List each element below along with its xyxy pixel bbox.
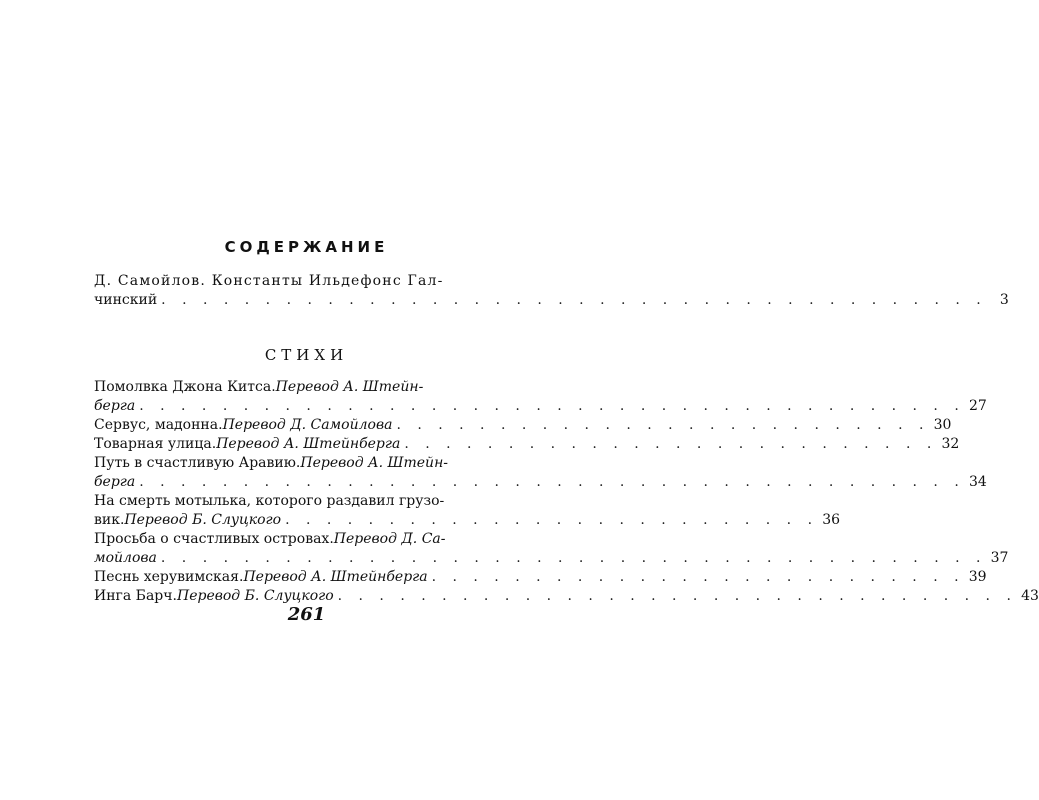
leader-dots: . . . . . . . . . . . . . . . . . . . . . . . . . . . . . . . . . <box>337 588 1017 604</box>
page-number: 37 <box>990 550 1009 566</box>
intro-entry <box>94 272 1009 310</box>
entry-translator: Перевод А. Штейнберга <box>216 436 401 452</box>
entry-title: Сервус, мадонна. <box>94 417 223 433</box>
entry-title: Товарная улица. <box>94 436 217 452</box>
list-item <box>94 530 1009 568</box>
intro-text-cont: чинский <box>94 292 158 308</box>
leader-dots: . . . . . . . . . . . . . . . . . . . . . . . . . . <box>285 512 819 528</box>
entry-translator: Перевод Б. Слуцкого <box>176 588 334 604</box>
entry-translator: Перевод А. Штейнберга <box>243 569 428 585</box>
page-number: 39 <box>968 569 987 585</box>
intro-line-2 <box>94 291 1009 310</box>
leader-dots: . . . . . . . . . . . . . . . . . . . . . . . . . . . . . . . . . . . . . . . . <box>139 398 965 414</box>
entry-title-cont: вик. <box>94 512 125 528</box>
page-number: 3 <box>999 292 1009 308</box>
list-item <box>94 416 952 435</box>
entry-translator-cont: мойлова <box>94 550 157 566</box>
leader-dots: . . . . . . . . . . . . . . . . . . . . . . . . . . . . . . . . . . . . . . . . <box>139 474 965 490</box>
leader-dots: . . . . . . . . . . . . . . . . . . . . . . . . . . <box>396 417 930 433</box>
leader-dots: . . . . . . . . . . . . . . . . . . . . . . . . . . <box>404 436 938 452</box>
list-item <box>94 492 841 530</box>
entry-translator-cont: берга <box>94 398 136 414</box>
list-item <box>94 454 987 492</box>
entry-translator: Перевод А. Штейн- <box>275 379 424 395</box>
entry-title: Путь в счастливую Аравию. <box>94 455 301 471</box>
entry-translator: Перевод Д. Самойлова <box>222 417 393 433</box>
page-folio: 261 <box>287 604 326 625</box>
entry-title: На смерть мотылька, которого раздавил грузо- <box>94 493 445 509</box>
intro-text: Д. Самойлов. Константы Ильдефонс Гал- <box>94 273 444 289</box>
page-number: 34 <box>968 474 987 490</box>
entry-translator: Перевод А. Штейн- <box>300 455 449 471</box>
leader-dots: . . . . . . . . . . . . . . . . . . . . . . . . . . . . . . . . . . . . . . . . <box>160 550 987 566</box>
leader-dots: . . . . . . . . . . . . . . . . . . . . . . . . . . <box>431 569 965 585</box>
entry-title: Помолвка Джона Китса. <box>94 379 276 395</box>
entry-title: Просьба о счастливых островах. <box>94 531 334 547</box>
page-number: 30 <box>933 417 952 433</box>
list-item <box>94 435 960 454</box>
page-number: 32 <box>941 436 960 452</box>
page-number: 27 <box>968 398 987 414</box>
entry-translator: Перевод Б. Слуцкого <box>124 512 282 528</box>
leader-dots: . . . . . . . . . . . . . . . . . . . . . . . . . . . . . . . . . . . . . . . . <box>161 292 987 308</box>
list-item <box>94 568 987 587</box>
page-number: 43 <box>1021 588 1039 604</box>
entry-translator: Перевод Д. Са- <box>333 531 446 547</box>
entry-title: Песнь херувимская. <box>94 569 244 585</box>
intro-line-1 <box>94 272 518 291</box>
entry-translator-cont: берга <box>94 474 136 490</box>
entry-title: Инга Барч. <box>94 588 177 604</box>
page-number: 36 <box>822 512 841 528</box>
contents-title: СОДЕРЖАНИЕ <box>224 238 389 256</box>
section-title: СТИХИ <box>264 346 349 364</box>
contents-list <box>94 378 1039 606</box>
list-item <box>94 378 987 416</box>
